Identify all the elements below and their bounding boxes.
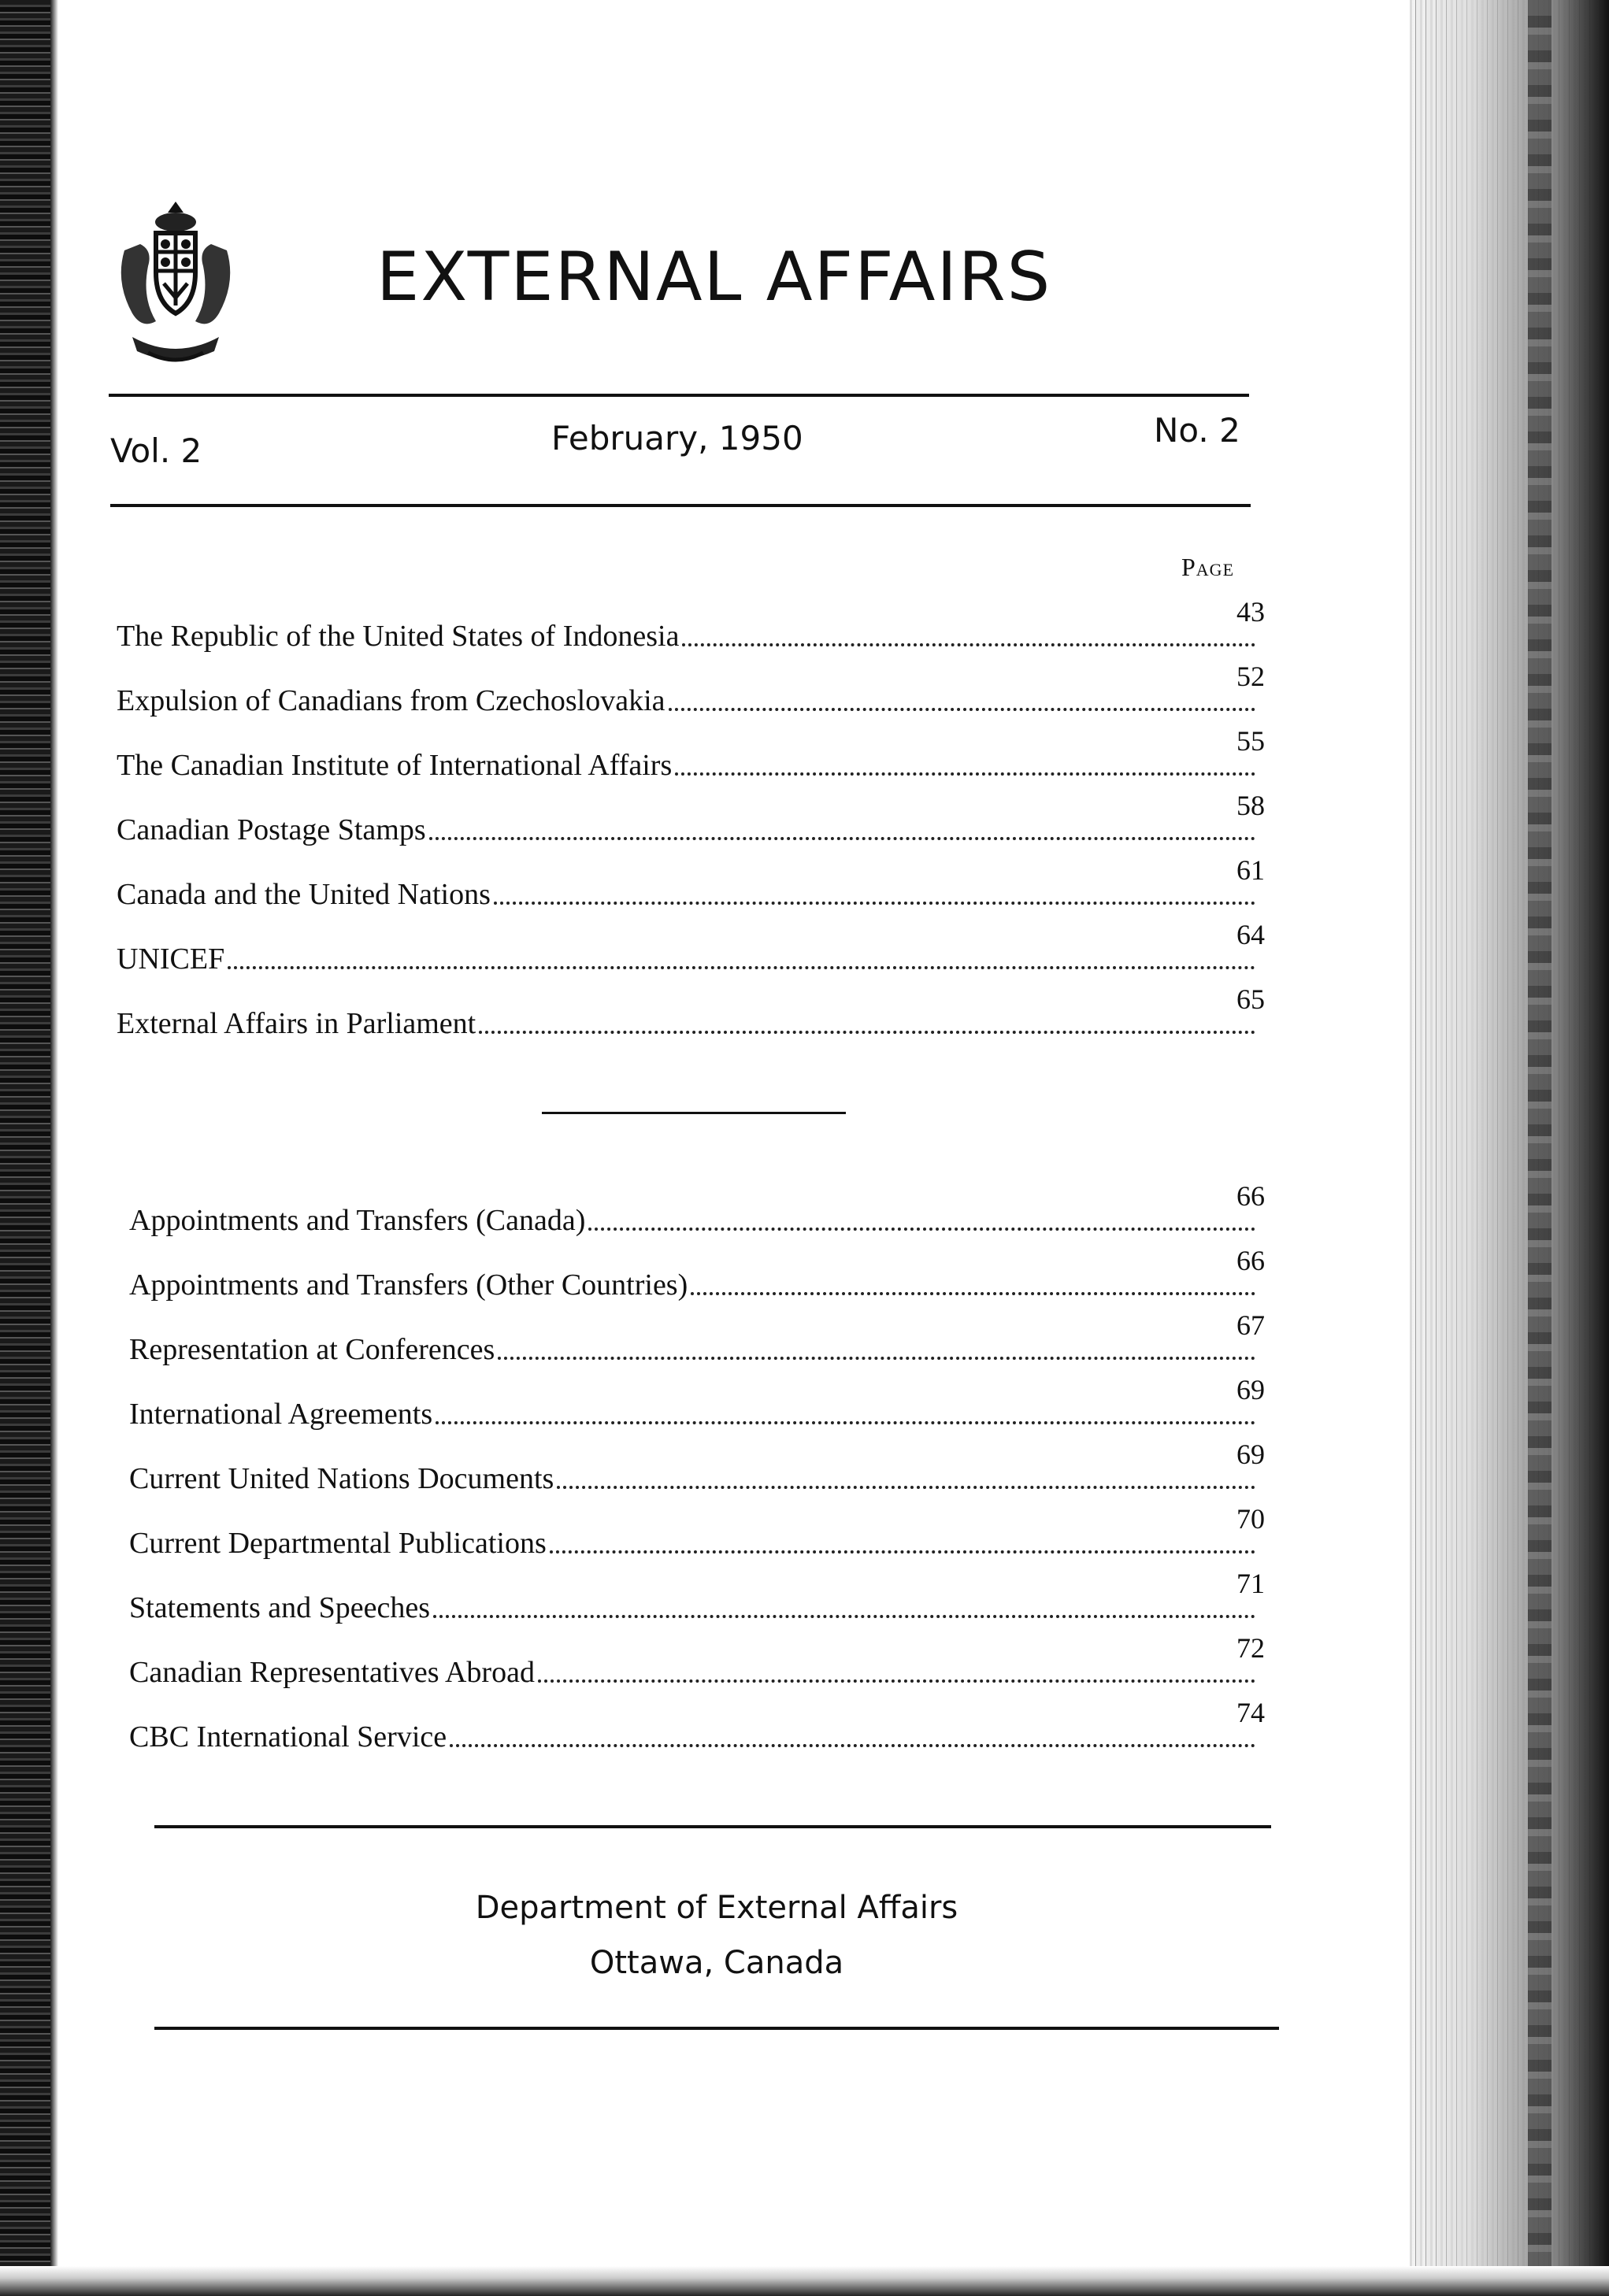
toc-entry-title: External Affairs in Parliament <box>117 1007 476 1040</box>
issue-date: February, 1950 <box>551 419 803 457</box>
dot-leader <box>538 1679 1255 1683</box>
dot-leader <box>228 966 1255 969</box>
toc-entry-page: 72 <box>1236 1632 1265 1664</box>
scan-bottom-edge <box>0 2266 1609 2296</box>
dot-leader <box>498 1357 1255 1360</box>
toc-entry <box>129 1245 1265 1302</box>
dot-leader <box>479 1031 1255 1034</box>
toc-entry-title: Canadian Postage Stamps <box>117 813 426 846</box>
dot-leader <box>429 837 1255 840</box>
toc-entry-title: The Canadian Institute of International Affairs <box>117 749 673 782</box>
publisher-location: Ottawa, Canada <box>589 1945 844 1981</box>
toc-entry <box>129 1374 1265 1431</box>
toc-entry <box>129 1309 1265 1367</box>
toc-entry-page: 67 <box>1236 1309 1265 1341</box>
toc-entry-page: 64 <box>1236 919 1265 950</box>
issue-number: No. 2 <box>1154 411 1240 450</box>
toc-entry-page: 61 <box>1236 854 1265 886</box>
toc-entry-page: 71 <box>1236 1568 1265 1599</box>
dot-leader <box>669 708 1255 711</box>
toc-entry-page: 43 <box>1236 596 1265 628</box>
toc-entry <box>117 854 1265 912</box>
page-column-heading: Page <box>1181 553 1235 581</box>
dot-leader <box>450 1744 1255 1747</box>
divider-rule <box>154 2027 1279 2030</box>
toc-entry <box>117 983 1265 1041</box>
toc-entry <box>129 1632 1265 1690</box>
volume-number: Vol. 2 <box>110 431 202 470</box>
toc-entry-title: CBC International Service <box>129 1720 447 1753</box>
toc-entry-page: 69 <box>1236 1439 1265 1470</box>
toc-entry <box>129 1180 1265 1238</box>
toc-entry <box>117 596 1265 654</box>
toc-entry-page: 70 <box>1236 1503 1265 1535</box>
dot-leader <box>433 1615 1255 1618</box>
toc-entry-page: 69 <box>1236 1374 1265 1405</box>
toc-entry-title: Canadian Representatives Abroad <box>129 1656 535 1689</box>
coat-of-arms-icon <box>109 195 243 368</box>
toc-entry-page: 74 <box>1236 1697 1265 1728</box>
toc-entry-page: 66 <box>1236 1180 1265 1212</box>
toc-entry-title: Current Departmental Publications <box>129 1527 547 1560</box>
toc-entry-title: International Agreements <box>129 1398 433 1431</box>
divider-rule <box>110 504 1251 507</box>
toc-entry-page: 58 <box>1236 790 1265 821</box>
dot-leader <box>436 1421 1255 1424</box>
toc-entry-title: Canada and the United Nations <box>117 878 491 911</box>
dot-leader <box>494 902 1255 905</box>
publisher-department: Department of External Affairs <box>475 1890 958 1926</box>
masthead-title: EXTERNAL AFFAIRS <box>376 238 1052 317</box>
toc-entry <box>117 725 1265 783</box>
toc-entry-title: The Republic of the United States of Indonesia <box>117 620 680 653</box>
dot-leader <box>675 772 1255 776</box>
toc-entry <box>117 919 1265 976</box>
toc-entry <box>117 790 1265 847</box>
toc-entry <box>117 661 1265 718</box>
toc-entry-title: UNICEF <box>117 942 225 976</box>
toc-entry <box>129 1568 1265 1625</box>
toc-entry-title: Statements and Speeches <box>129 1591 431 1624</box>
toc-entry-title: Representation at Conferences <box>129 1333 495 1366</box>
divider-rule <box>109 394 1249 397</box>
toc-entry-title: Appointments and Transfers (Other Countries) <box>129 1268 688 1302</box>
dot-leader <box>550 1550 1255 1554</box>
page-stack-right-edge <box>1410 0 1609 2296</box>
binding-left-edge <box>0 0 50 2296</box>
toc-entry <box>129 1503 1265 1561</box>
toc-entry-title: Current United Nations Documents <box>129 1462 554 1495</box>
dot-leader <box>588 1228 1255 1231</box>
toc-entry-page: 55 <box>1236 725 1265 757</box>
dot-leader <box>557 1486 1255 1489</box>
toc-entry-title: Appointments and Transfers (Canada) <box>129 1204 586 1237</box>
toc-entry-page: 52 <box>1236 661 1265 692</box>
dot-leader <box>691 1292 1255 1295</box>
divider-rule <box>154 1825 1271 1828</box>
toc-entry-title: Expulsion of Canadians from Czechoslovakia <box>117 684 665 717</box>
toc-entry <box>129 1439 1265 1496</box>
section-separator <box>542 1112 846 1114</box>
dot-leader <box>682 643 1255 646</box>
toc-entry-page: 65 <box>1236 983 1265 1015</box>
toc-entry-page: 66 <box>1236 1245 1265 1276</box>
toc-entry <box>129 1697 1265 1754</box>
